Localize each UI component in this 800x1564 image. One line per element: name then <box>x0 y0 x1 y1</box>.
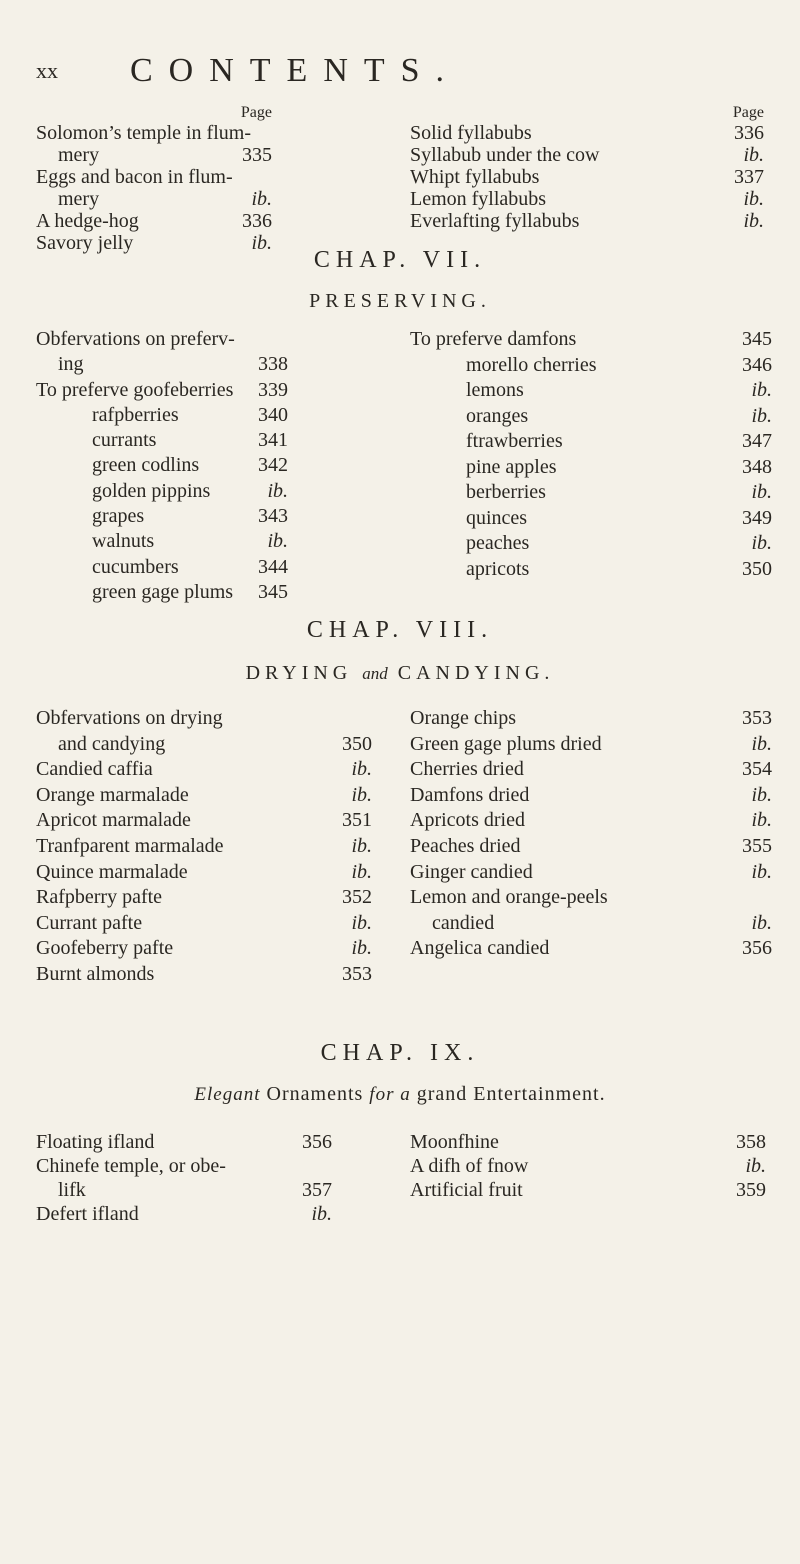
entry-title: Everlafting fyllabubs <box>410 210 580 232</box>
entry-page-number: ib. <box>751 481 772 503</box>
entry-page-number: ib. <box>751 379 772 401</box>
entry-page-number: 345 <box>258 580 288 603</box>
entry-title: grapes <box>92 505 145 528</box>
contents-entry <box>36 1130 332 1154</box>
entry-title: Whipt fyllabubs <box>410 166 540 188</box>
contents-entry <box>36 860 372 886</box>
contents-entry <box>36 834 372 860</box>
entry-page-number: 336 <box>734 122 764 144</box>
top-left-column <box>36 104 272 254</box>
chap8-left-column <box>36 706 372 988</box>
entry-title: ftrawberries <box>466 430 563 452</box>
entry-page-number: 353 <box>742 707 772 729</box>
entry-title: Orange marmalade <box>36 783 189 806</box>
entry-title: Lemon fyllabubs <box>410 188 547 210</box>
entry-page-number: ib. <box>351 834 372 857</box>
contents-entry <box>36 1154 332 1178</box>
chap7-right-column <box>410 327 772 582</box>
contents-entry <box>36 1178 332 1202</box>
entry-title: green codlins <box>92 454 200 477</box>
chapter-heading-7: CHAP. VII. <box>313 247 487 273</box>
entry-title: Currant pafte <box>36 911 143 934</box>
entry-page-number: 349 <box>742 506 772 529</box>
contents-entry <box>36 188 272 210</box>
chapter-heading-9: CHAP. IX. <box>320 1040 480 1066</box>
contents-entry <box>36 428 288 453</box>
contents-entry <box>410 378 772 404</box>
entry-page-number: 352 <box>342 886 372 909</box>
entry-page-number: 347 <box>742 430 772 452</box>
entry-title: pine apples <box>466 455 557 478</box>
contents-entry <box>410 783 772 809</box>
entry-page-number: 354 <box>742 758 772 781</box>
entry-title: Tranfparent marmalade <box>36 834 224 857</box>
entry-title: currants <box>92 429 157 452</box>
entry-title: Obfervations on preferv- <box>36 328 235 350</box>
section-word-grand: grand <box>416 1083 468 1105</box>
contents-entry <box>36 453 288 478</box>
contents-entry <box>36 144 272 166</box>
contents-entry <box>36 555 288 580</box>
chap8-right-column <box>410 706 772 962</box>
page-number-roman: xx <box>36 58 58 83</box>
entry-title: mery <box>58 188 100 210</box>
contents-entry <box>36 479 288 504</box>
entry-title: To preferve damfons <box>410 328 577 350</box>
entry-title: Angelica candied <box>410 937 550 960</box>
entry-title: Peaches dried <box>410 834 521 857</box>
chap9-left-column <box>36 1130 332 1226</box>
page-column-label: Page <box>240 104 272 121</box>
page-column-label: Page <box>732 104 764 121</box>
top-right-column <box>410 104 764 232</box>
entry-title: cucumbers <box>92 555 179 578</box>
section-word-entertainment: Entertainment. <box>473 1083 606 1105</box>
entry-page-number: ib. <box>351 783 372 806</box>
entry-page-number: ib. <box>743 210 764 232</box>
entry-title: Savory jelly <box>36 232 134 254</box>
contents-entry <box>410 834 772 860</box>
entry-title: Solid fyllabubs <box>410 122 532 144</box>
entry-title: oranges <box>466 404 529 427</box>
contents-entry <box>36 808 372 834</box>
contents-entry <box>410 531 772 557</box>
contents-entry <box>410 166 764 188</box>
contents-entry <box>36 166 272 188</box>
contents-entry <box>410 706 772 732</box>
contents-entry <box>410 936 772 962</box>
entry-page-number: 342 <box>258 454 288 477</box>
section-word-candying: CANDYING. <box>397 662 555 684</box>
contents-entry <box>36 504 288 529</box>
entry-title: Cherries dried <box>410 758 524 781</box>
section-word-drying: DRYING <box>245 662 353 684</box>
entry-title: Syllabub under the cow <box>410 144 600 166</box>
entry-page-number: ib. <box>351 758 372 781</box>
contents-entry <box>410 557 772 583</box>
entry-page-number: 351 <box>342 809 372 832</box>
entry-title: Eggs and bacon in flum- <box>36 166 233 188</box>
contents-entry <box>410 353 772 379</box>
contents-entry <box>410 327 772 353</box>
entry-title: Quince marmalade <box>36 860 188 883</box>
entry-page-number: ib. <box>751 732 772 755</box>
entry-title: apricots <box>466 557 530 580</box>
entry-title: lemons <box>466 379 524 401</box>
entry-page-number: 343 <box>258 505 288 528</box>
entry-title: mery <box>58 144 100 166</box>
entry-title: Defert ifland <box>36 1203 139 1225</box>
entry-title: rafpberries <box>92 403 179 426</box>
entry-title: Floating ifland <box>36 1131 155 1153</box>
entry-page-number: ib. <box>751 404 772 427</box>
entry-title: Rafpberry pafte <box>36 886 163 909</box>
contents-entry <box>410 808 772 834</box>
entry-title: lifk <box>58 1179 86 1201</box>
entry-page-number: ib. <box>751 532 772 554</box>
section-word-elegant: Elegant <box>194 1084 261 1105</box>
entry-page-number: 340 <box>258 403 288 426</box>
entry-title: Apricots dried <box>410 809 525 832</box>
section-heading-drying <box>0 662 800 685</box>
entry-title: peaches <box>466 532 530 554</box>
chap9-right-column <box>410 1130 766 1202</box>
contents-entry <box>410 860 772 886</box>
entry-title: Damfons dried <box>410 783 530 806</box>
contents-entry <box>36 529 288 554</box>
contents-entry <box>410 1154 766 1178</box>
contents-entry <box>36 706 372 732</box>
entry-page-number: ib. <box>743 188 764 210</box>
entry-page-number: 357 <box>302 1179 332 1201</box>
entry-page-number: 344 <box>258 555 288 578</box>
contents-entry <box>410 188 764 210</box>
entry-page-number: ib. <box>351 937 372 960</box>
entry-title: Solomon’s temple in flum- <box>36 122 251 144</box>
entry-page-number: 350 <box>342 732 372 755</box>
chapter-heading-8: CHAP. VIII. <box>306 617 494 643</box>
entry-page-number: 358 <box>736 1131 766 1153</box>
contents-entry <box>36 936 372 962</box>
entry-title: A difh of fnow <box>410 1155 529 1177</box>
contents-entry <box>36 327 288 352</box>
entry-page-number: 335 <box>242 144 272 166</box>
entry-page-number: ib. <box>743 144 764 166</box>
contents-entry <box>410 732 772 758</box>
entry-page-number: 348 <box>742 455 772 478</box>
contents-entry <box>410 757 772 783</box>
entry-page-number: ib. <box>351 860 372 883</box>
contents-entry <box>36 122 272 144</box>
entry-page-number: ib. <box>267 530 288 553</box>
entry-page-number: 339 <box>258 378 288 401</box>
section-word-for-a: for a <box>369 1084 411 1105</box>
contents-entry <box>36 885 372 911</box>
entry-page-number: 356 <box>742 937 772 960</box>
entry-title: A hedge-hog <box>36 210 139 232</box>
page-header <box>0 52 780 92</box>
contents-entry <box>410 429 772 455</box>
entry-page-number: 356 <box>302 1131 332 1153</box>
entry-page-number: ib. <box>751 783 772 806</box>
entry-page-number: ib. <box>351 911 372 934</box>
entry-page-number: ib. <box>251 232 272 254</box>
entry-page-number: 359 <box>736 1179 766 1201</box>
entry-title: golden pippins <box>92 479 211 502</box>
entry-title: Chinefe temple, or obe- <box>36 1155 226 1177</box>
entry-title: Candied caffia <box>36 758 153 781</box>
contents-entry <box>410 122 764 144</box>
entry-title: Orange chips <box>410 707 517 729</box>
contents-entry <box>410 911 772 937</box>
section-word-and: and <box>362 664 388 683</box>
entry-title: Green gage plums dried <box>410 732 602 755</box>
entry-page-number: 337 <box>734 166 764 188</box>
contents-entry <box>36 352 288 377</box>
entry-title: Artificial fruit <box>410 1179 523 1201</box>
section-heading-ornaments <box>0 1083 800 1106</box>
entry-page-number: 353 <box>342 962 372 985</box>
entry-title: Obfervations on drying <box>36 707 223 729</box>
contents-entry <box>410 404 772 430</box>
contents-entry <box>410 455 772 481</box>
entry-title: berberries <box>466 481 546 503</box>
contents-entry <box>410 480 772 506</box>
entry-title: Ginger candied <box>410 860 533 883</box>
contents-entry <box>36 580 288 605</box>
entry-title: green gage plums <box>92 580 234 603</box>
entry-page-number: 338 <box>258 353 288 376</box>
entry-page-number: 346 <box>742 353 772 376</box>
contents-entry <box>410 885 772 911</box>
entry-page-number: ib. <box>311 1203 332 1225</box>
entry-title: candied <box>432 911 495 934</box>
entry-title: Moonfhine <box>410 1131 499 1153</box>
entry-page-number: 341 <box>258 429 288 452</box>
entry-page-number: ib. <box>751 809 772 832</box>
contents-entry <box>410 506 772 532</box>
contents-entry <box>410 144 764 166</box>
entry-page-number: 350 <box>742 557 772 580</box>
entry-title: quinces <box>466 506 528 529</box>
entry-page-number: ib. <box>751 911 772 934</box>
contents-entry <box>36 732 372 758</box>
entry-title: Goofeberry pafte <box>36 937 174 960</box>
contents-entry <box>410 1178 766 1202</box>
entry-title: Burnt almonds <box>36 962 155 985</box>
entry-page-number: 345 <box>742 328 772 350</box>
section-word-ornaments: Ornaments <box>266 1083 364 1105</box>
entry-page-number: ib. <box>751 860 772 883</box>
entry-page-number: 336 <box>242 210 272 232</box>
chap7-left-column <box>36 327 288 605</box>
contents-entry <box>36 962 372 988</box>
entry-title: morello cherries <box>466 353 597 376</box>
contents-entry <box>36 1202 332 1226</box>
contents-entry <box>36 403 288 428</box>
entry-page-number: ib. <box>745 1155 766 1177</box>
page-title: CONTENTS. <box>130 52 461 89</box>
entry-title: and candying <box>58 732 166 755</box>
contents-entry <box>36 911 372 937</box>
entry-page-number: 355 <box>742 834 772 857</box>
contents-entry <box>410 210 764 232</box>
entry-title: ing <box>58 353 84 376</box>
entry-title: Lemon and orange-peels <box>410 886 608 909</box>
contents-entry <box>410 1130 766 1154</box>
entry-title: Apricot marmalade <box>36 809 191 832</box>
entry-title: To preferve goofeberries <box>36 378 234 401</box>
entry-title: walnuts <box>92 530 155 553</box>
entry-page-number: ib. <box>267 479 288 502</box>
contents-entry <box>36 757 372 783</box>
section-heading-preserving: PRESERVING. <box>309 290 491 312</box>
contents-entry <box>36 783 372 809</box>
contents-entry <box>36 378 288 403</box>
entry-page-number: ib. <box>251 188 272 210</box>
contents-entry <box>36 210 272 232</box>
